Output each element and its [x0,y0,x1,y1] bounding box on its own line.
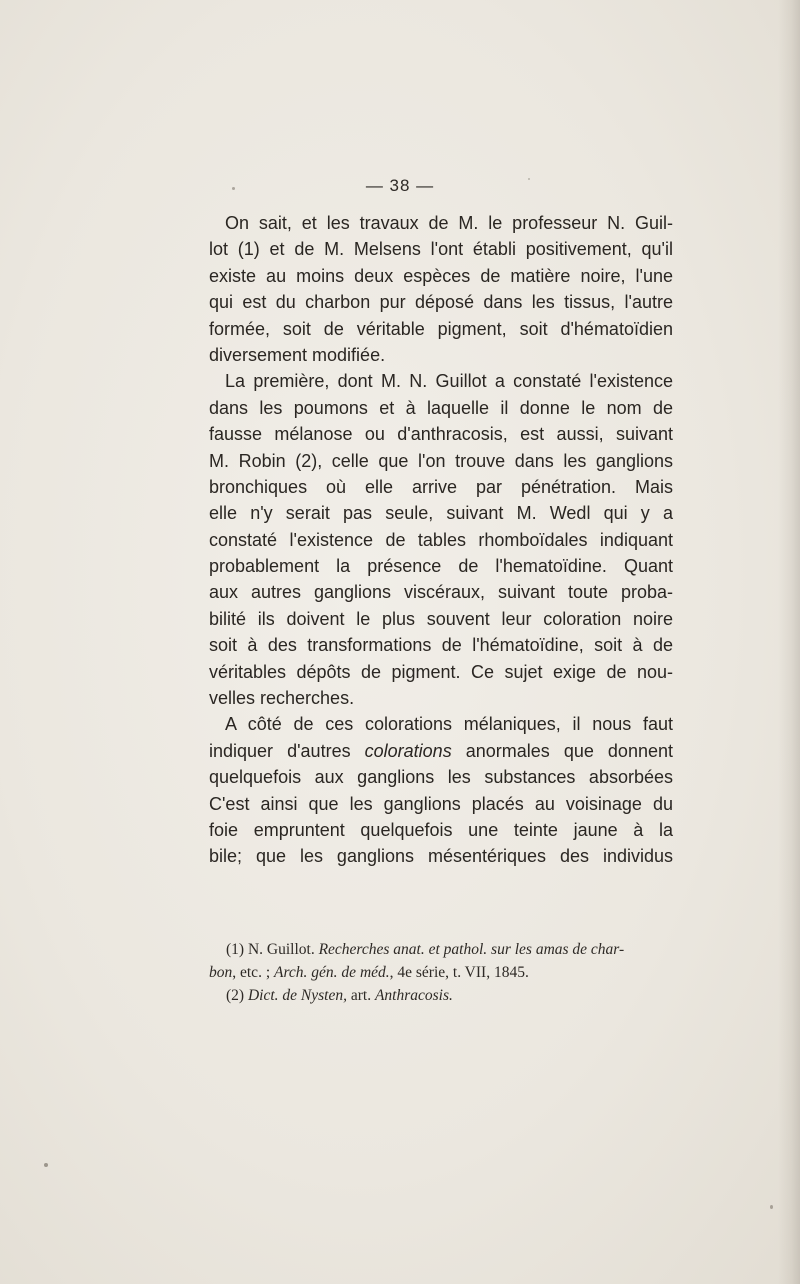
text-line [209,738,673,764]
text-line: A côté de ces colorations mélaniques, il nous faut [225,714,673,735]
text-line: M. Robin (2), celle que l'on trouve dans les ganglions [209,450,673,471]
text-line: constaté l'existence de tables rhomboïdales indiquant [209,529,673,550]
footnote-entry: Anthracosis. [374,987,453,1004]
text-line: aux autres ganglions viscéraux, suivant toute proba- [209,582,673,603]
footnote-text: art. [346,987,375,1004]
text-line: On sait, et les travaux de M. le professeur N. Guil- [225,213,673,233]
text-line: diversement modifiée. [209,344,386,365]
text-line: elle n'y serait pas seule, suivant M. Wedl qui y a [209,503,673,524]
text-line: quelquefois aux ganglions les substances absorbées [209,767,673,788]
page-number: — 38 — [365,176,435,195]
text-line: soit à des transformations de l'hématoïdine, soit à de [209,635,673,656]
text-line: existe au moins deux espèces de matière noire, l'une [209,265,673,286]
footnote-title: Recherches anat. et pathol. sur les amas de char- [318,941,625,958]
text-line: probablement la présence de l'hematoïdine. Quant [209,556,673,577]
text-segment: anormales que donnent [451,740,673,761]
text-line: La première, dont M. N. Guillot a constaté l'existence [225,371,673,392]
footnote-text: , etc. ; [232,964,274,981]
paper-speck [528,178,530,180]
footnote-1-continued [209,961,673,984]
text-line: bronchiques où elle arrive par pénétration. Mais [209,476,673,497]
text-line: véritables dépôts de pigment. Ce sujet exige de nou- [209,661,673,682]
footnote-author: N. Guillot. [247,941,319,958]
italic-word: colorations [364,740,452,761]
footnote-marker: (2) [226,987,245,1004]
text-line: foie empruntent quelquefois une teinte jaune à la [209,819,673,840]
text-line: qui est du charbon pur déposé dans les tissus, l'autre [209,292,673,313]
paper-speck [770,1205,773,1209]
text-segment: indiquer d'autres [209,740,365,761]
body-text [209,210,673,870]
footnote-title-cont: bon [209,964,233,981]
paper-speck [232,187,235,190]
text-line: formée, soit de véritable pigment, soit d'hématoïdien [209,318,673,339]
footnotes [209,938,673,1007]
text-line: C'est ainsi que les ganglions placés au voisinage du [209,793,673,814]
text-line: bile; que les ganglions mésentériques des individus [209,846,673,867]
text-line: lot (1) et de M. Melsens l'ont établi positivement, qu'il [209,239,673,260]
footnote-1 [226,938,673,961]
footnote-marker: (1) [226,941,245,958]
footnote-text: , 4e série, t. VII, 1845. [389,964,529,981]
text-line: dans les poumons et à laquelle il donne le nom de [209,397,673,418]
text-line: bilité ils doivent le plus souvent leur coloration noire [209,608,673,629]
text-line: velles recherches. [209,688,355,709]
footnote-source: Dict. de Nysten, [247,987,347,1004]
footnote-2 [226,984,673,1007]
text-line: fausse mélanose ou d'anthracosis, est aussi, suivant [209,424,673,445]
footnote-journal: Arch. gén. de méd. [274,964,390,981]
paper-speck [44,1163,48,1167]
